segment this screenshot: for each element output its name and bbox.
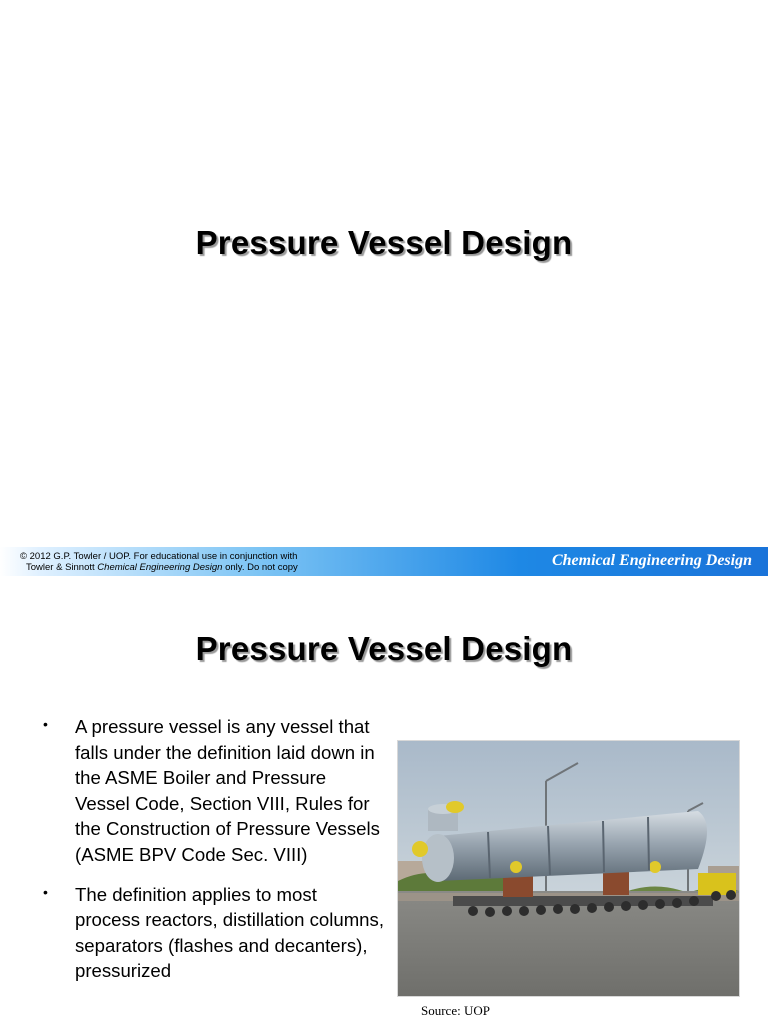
- bullet-text: A pressure vessel is any vessel that falls under the definition laid down in the ASME Boiler and Pressure Vessel Code, Section VIII, Rules for the Construction of Pressure Vessels (ASME BPV Code Sec. VIII): [75, 716, 380, 865]
- copyright-notice: [20, 551, 350, 573]
- copyright-line-2: Towler & Sinnott Chemical Engineering Design only. Do not copy: [26, 562, 298, 573]
- bullet-text: The definition applies to most process reactors, distillation columns, separators (flashes and decanters), pressurized: [75, 883, 384, 982]
- slide-title: Pressure Vessel Design: [195, 224, 573, 261]
- pressure-vessel-photo: [397, 740, 740, 997]
- copyright-line-1: © 2012 G.P. Towler / UOP. For educational use in conjunction with: [20, 551, 298, 562]
- footer-brand: Chemical Engineering Design: [551, 552, 752, 569]
- list-item: [40, 714, 385, 868]
- bullet-icon: •: [43, 883, 48, 900]
- bullet-list: [40, 714, 385, 998]
- photo-caption: Source: UOP: [421, 1003, 490, 1018]
- slide-title: Pressure Vessel Design: [195, 630, 573, 667]
- list-item: [40, 882, 385, 984]
- content-slide: [0, 576, 768, 1024]
- bullet-icon: •: [43, 716, 48, 732]
- slide-footer: [0, 547, 768, 576]
